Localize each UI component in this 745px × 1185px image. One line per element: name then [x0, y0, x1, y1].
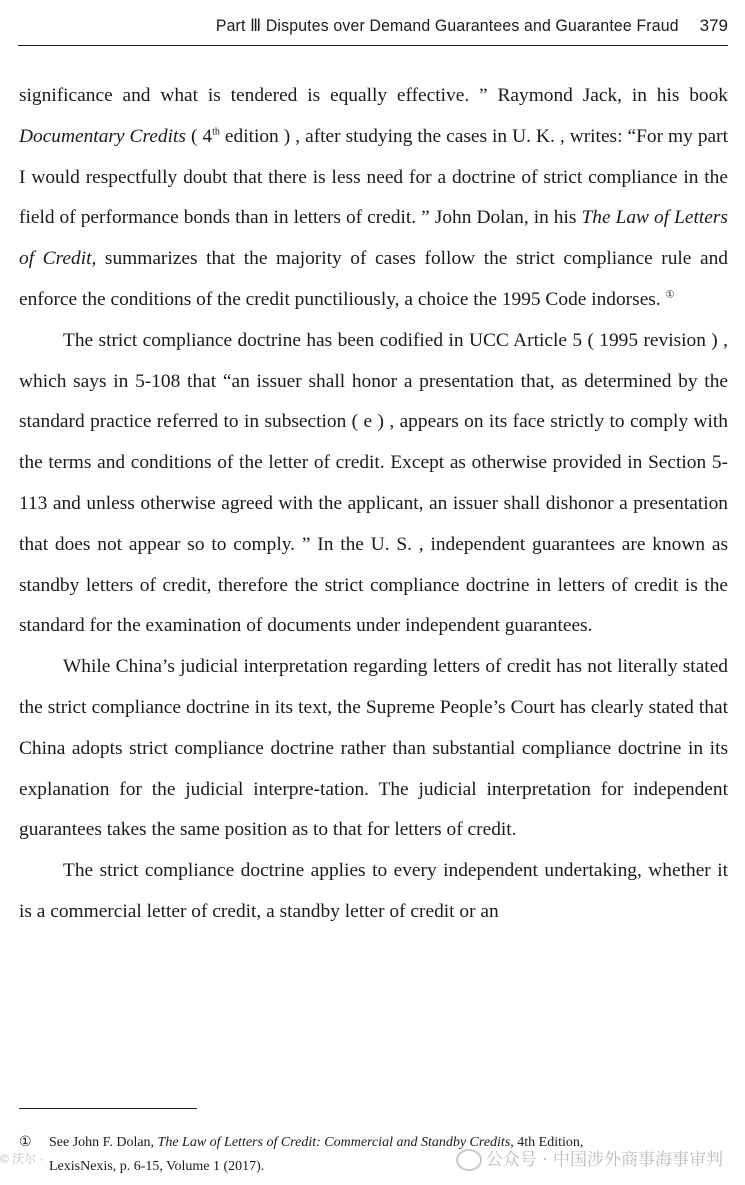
italic-title: Documentary Credits — [19, 125, 186, 147]
paragraph-4: The strict compliance doctrine applies to every independent undertaking, whether it is a commercial letter of credit, a standby letter of credit or an — [19, 860, 728, 922]
text-run: , 4th Edition, — [510, 1135, 584, 1150]
paragraph-3: While China’s judicial interpretation regarding letters of credit has not literally stated the strict compliance doctrine in its text, the Supreme People’s Court has clearly stated that China adopts strict compliance doctrine rather than substantial compliance doctrine in its explanation for the judicial interpre-tation. The judicial interpretation for independent guarantees takes the same position as to that for letters of credit. — [19, 656, 728, 841]
footnote-line-2: LexisNexis, p. 6-15, Volume 1 (2017). — [49, 1159, 265, 1174]
watermark-text: 公众号 · 中国涉外商事海事审判 — [485, 1150, 723, 1170]
wechat-icon — [456, 1149, 482, 1171]
text-run: ( 4 — [185, 125, 213, 147]
page-number: 379 — [699, 16, 728, 35]
watermark-right — [456, 1145, 723, 1171]
italic-title: The Law of Letters of Credit — [19, 207, 728, 270]
footnote-number: ① — [19, 1135, 32, 1150]
italic-title: The Law of Letters of Credit: Commercial and Standby Credits — [157, 1135, 511, 1150]
text-run: significance and what is tendered is equally effective. ” Raymond Jack, in his book — [19, 85, 728, 106]
text-run: edition ) , after studying the cases in U. K. , writes: “For my part I would respectfully doubt that there is less need for a doctrine of strict compliance in the field of performance bonds than in letters of credit. ” John Dolan, in his — [19, 125, 728, 229]
body-text — [19, 76, 728, 933]
running-header — [0, 14, 745, 44]
running-title: Part Ⅲ Disputes over Demand Guarantees and Guarantee Fraud — [216, 16, 679, 35]
superscript: th — [212, 126, 220, 138]
watermark-left: © 沃尔 · — [0, 1152, 44, 1166]
paragraph-1 — [19, 76, 728, 321]
header-rule — [18, 45, 728, 46]
paragraph-2: The strict compliance doctrine has been codified in UCC Article 5 ( 1995 revision ) , which says in 5-108 that “an issuer shall honor a presentation that, as determined by the standard practice referred to in subsection ( e ) , appears on its face strictly to comply with the terms and conditions of the letter of credit. Except as otherwise provided in Section 5-113 and unless otherwise agreed with the applicant, an issuer shall dishonor a presentation that does not appear so to comply. ” In the U. S. , independent guarantees are known as standby letters of credit, therefore the strict compliance doctrine in letters of credit is the standard for the examination of documents under independent guarantees. — [19, 329, 728, 637]
footnote-marker[interactable]: ① — [665, 289, 675, 301]
text-run: See John F. Dolan, — [49, 1135, 158, 1150]
text-run: , summarizes that the majority of cases follow the strict compliance rule and enforce the conditions of the credit punctiliously, a choice the 1995 Code indorses. — [19, 248, 728, 310]
footnote-rule — [19, 1108, 197, 1109]
